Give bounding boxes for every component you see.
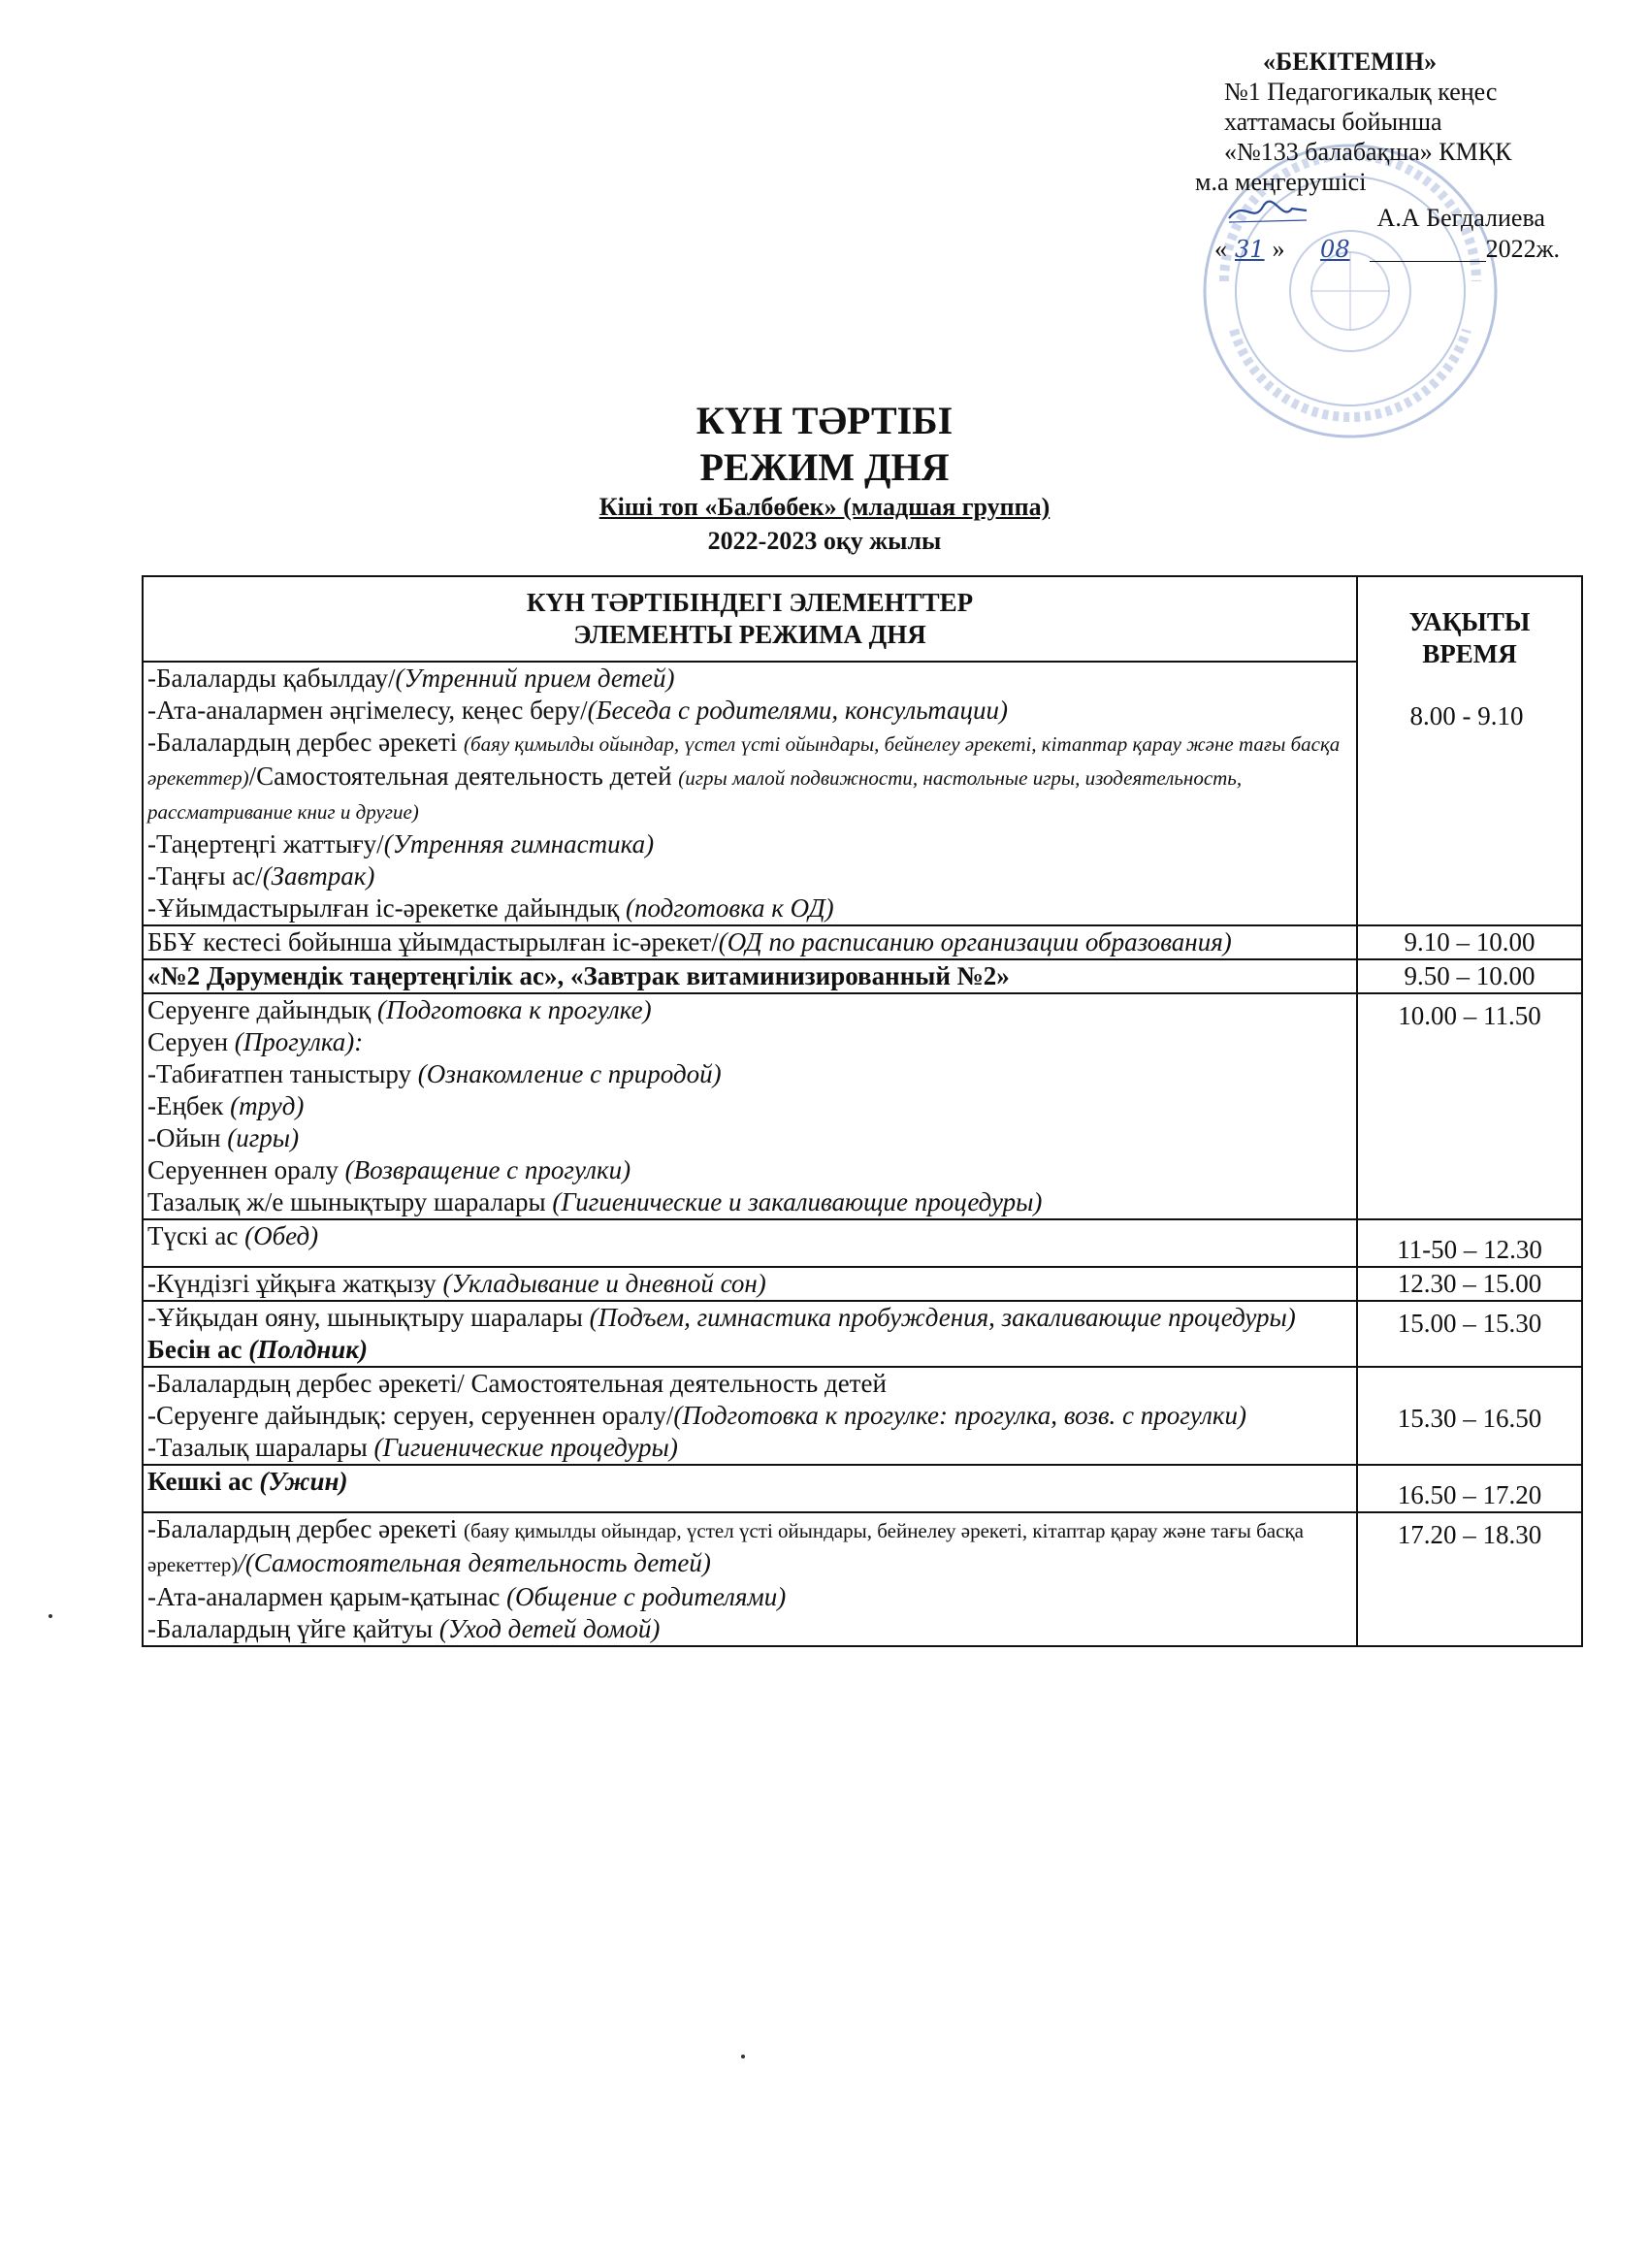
approval-line: хаттамасы бойынша: [1224, 108, 1442, 136]
approval-line: м.а меңгерушісі: [1195, 168, 1367, 196]
signature-icon: [1224, 205, 1319, 232]
row-time: 16.50 – 17.20: [1357, 1465, 1582, 1512]
row-time: 15.30 – 16.50: [1357, 1367, 1582, 1465]
row-time: 10.00 – 11.50: [1357, 993, 1582, 1219]
table-row: -Балалардың дербес әрекеті (баяу қимылды ойындар, үстел үсті ойындары, бейнелеу әрекеті, кітаптар қарау және тағы басқа әрекеттер)/(Самостоятельная деятельность детей) -Ата-аналармен қарым-қатынас (Общение с родителями) -Балалардың үйге қайтуы (Уход детей домой) 17.20 – 18.30: [143, 1512, 1582, 1646]
approval-signature-line: [1224, 197, 1632, 234]
approval-year: 2022ж.: [1485, 235, 1561, 263]
column-header-elements: КҮН ТӘРТІБІНДЕГІ ЭЛЕМЕНТТЕР ЭЛЕМЕНТЫ РЕЖИМА ДНЯ: [143, 576, 1357, 662]
row-time: 15.00 – 15.30: [1357, 1301, 1582, 1367]
page-title-kz: КҮН ТӘРТІБІ: [695, 399, 954, 442]
page-title-ru: РЕЖИМ ДНЯ: [699, 445, 950, 489]
schedule-table: [142, 575, 1583, 926]
group-subtitle: Кіші топ «Балбөбек» (младшая группа): [598, 493, 1051, 521]
table-row: Кешкі ас (Ужин) 16.50 – 17.20: [143, 1465, 1582, 1512]
table-row: -Балалардың дербес әрекеті/ Самостоятельная деятельность детей -Серуенге дайындық: серуен, серуеннен оралу/(Подготовка к прогулке: прогулка, возв. с прогулки) -Тазалық шаралары (Гигиенические процедуры) 15.30 – 16.50: [143, 1367, 1582, 1465]
table-row: ББҰ кестесі бойынша ұйымдастырылған іс-әрекет/(ОД по расписанию организации образования) 9.10 – 10.00: [143, 925, 1582, 959]
approval-line: «№133 балабақша» КМҚК: [1224, 138, 1512, 166]
approval-day: 31: [1235, 236, 1265, 263]
row-time: 11-50 – 12.30: [1357, 1219, 1582, 1267]
approval-block: [1195, 47, 1632, 265]
table-row: Түскі ас (Обед) 11-50 – 12.30: [143, 1219, 1582, 1267]
column-header-time: УАҚЫТЫ ВРЕМЯ: [1357, 576, 1582, 925]
table-row: -Ұйқыдан ояну, шынықтыру шаралары (Подъем, гимнастика пробуждения, закаливающие процедуры) Бесін ас (Полдник) 15.00 – 15.30: [143, 1301, 1582, 1367]
approval-month: 08: [1320, 236, 1350, 263]
approval-title: «БЕКІТЕМІН»: [1263, 48, 1438, 76]
table-header-row: [143, 576, 1582, 662]
row-time: 9.10 – 10.00: [1357, 925, 1582, 959]
row-time: 9.50 – 10.00: [1357, 959, 1582, 993]
approval-line: №1 Педагогикалық кеңес: [1224, 78, 1498, 106]
scan-speck: [741, 2055, 745, 2058]
row-activities: -Балаларды қабылдау/(Утренний прием детей) -Ата-аналармен әңгімелесу, кеңес беру/(Беседа с родителями, консультации) -Балалардың дербес әрекеті (баяу қимылды ойындар, үстел үсті ойындары, бейнелеу әрекеті, кітаптар қарау және тағы басқа әрекеттер)/Самостоятельная деятельность детей (игры малой подвижности, настольные игры, изодеятельность, рассматривание книг и другие) -Таңертеңгі жаттығу/(Утренняя гимнастика) -Таңғы ас/(Завтрак) -Ұйымдастырылған іс-әрекетке дайындық (подготовка к ОД): [143, 662, 1357, 925]
schedule-table-body: [142, 924, 1583, 1647]
table-row: Серуенге дайындық (Подготовка к прогулке) Серуен (Прогулка): -Табиғатпен таныстыру (Ознакомление с природой) -Еңбек (труд) -Ойын (игры) Серуеннен оралу (Возвращение с прогулки) Тазалық ж/е шынықтыру шаралары (Гигиенические и закаливающие процедуры) 10.00 – 11.50: [143, 993, 1582, 1219]
approver-name: А.А Бегдалиева: [1376, 204, 1545, 232]
approval-date: « 31 » 08 2022ж.: [1214, 235, 1561, 263]
school-year: 2022-2023 оқу жылы: [707, 527, 942, 555]
scan-speck: [48, 1614, 52, 1618]
table-row: -Күндізгі ұйқыға жатқызу (Укладывание и дневной сон) 12.30 – 15.00: [143, 1267, 1582, 1301]
row-time: 17.20 – 18.30: [1357, 1512, 1582, 1646]
row-time: 8.00 - 9.10: [1409, 701, 1524, 730]
row-time: 12.30 – 15.00: [1357, 1267, 1582, 1301]
table-row: «№2 Дәрумендік таңертеңгілік ас», «Завтрак витаминизированный №2» 9.50 – 10.00: [143, 959, 1582, 993]
